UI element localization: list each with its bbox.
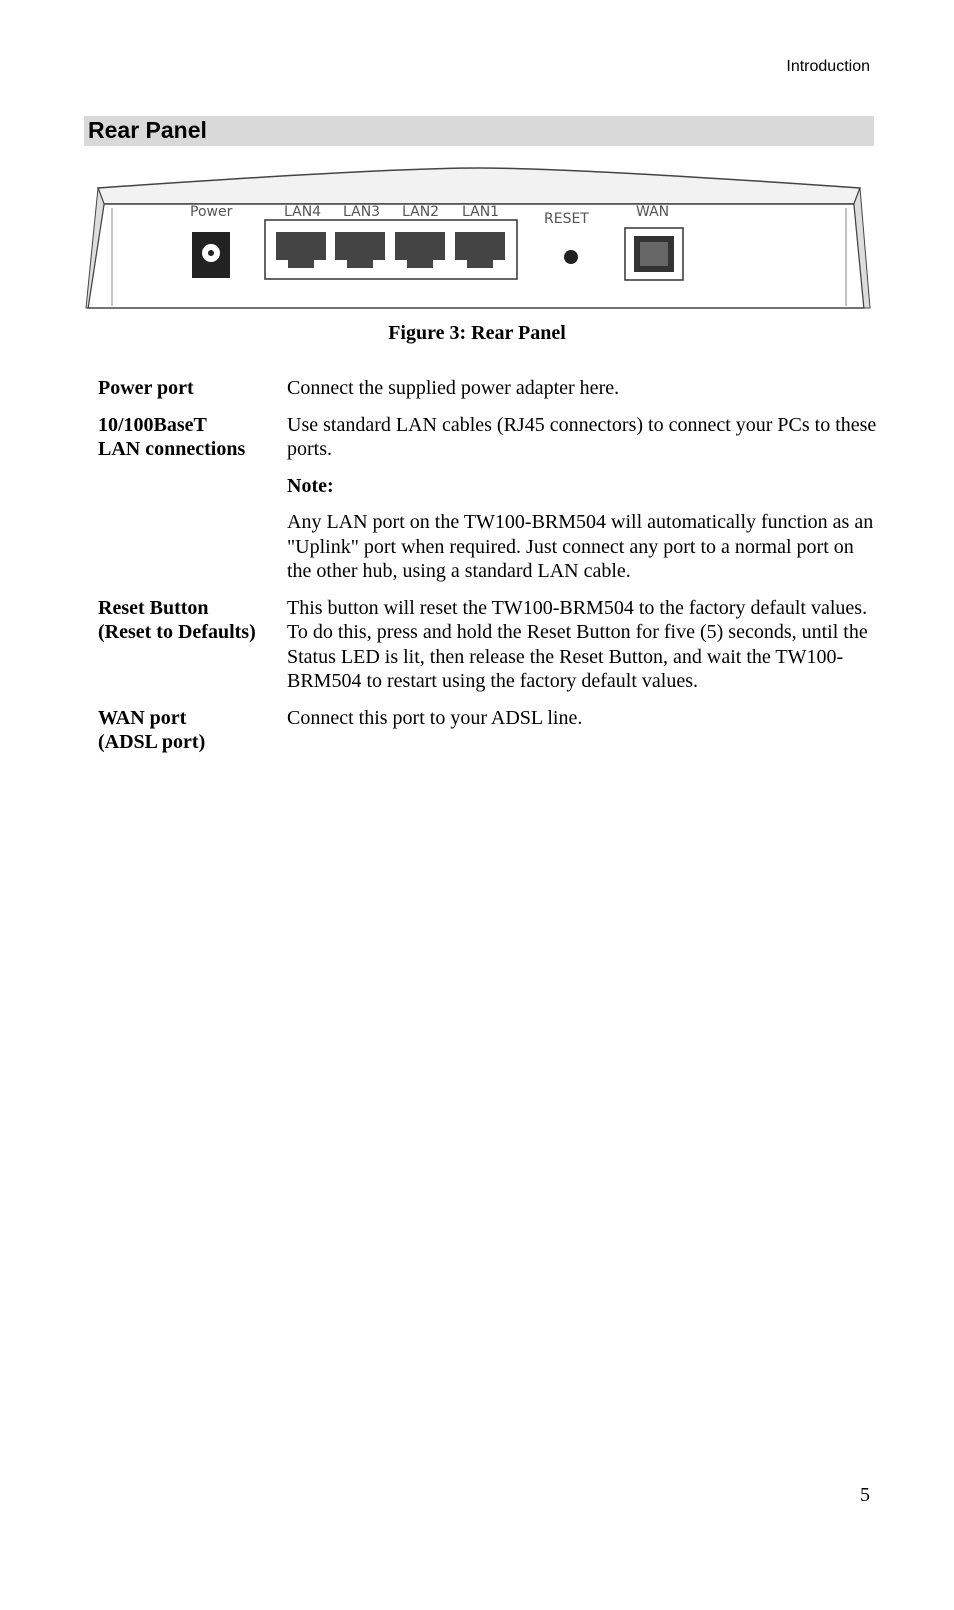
reset-label: RESET bbox=[544, 211, 589, 227]
reset-button bbox=[564, 250, 578, 264]
note-heading: Note: bbox=[287, 474, 334, 497]
definition-row-lan bbox=[98, 413, 878, 584]
wan-label: WAN bbox=[636, 204, 670, 220]
definition-row-reset bbox=[98, 596, 878, 694]
running-head: Introduction bbox=[786, 58, 870, 75]
lan1-label: LAN1 bbox=[462, 204, 500, 220]
section-heading-bar bbox=[84, 116, 874, 146]
figure-caption: Figure 3: Rear Panel bbox=[388, 322, 566, 344]
section-title: Rear Panel bbox=[88, 117, 207, 143]
definition-row-power bbox=[98, 376, 878, 401]
rear-panel-figure bbox=[84, 160, 874, 316]
term-power-port: Power port bbox=[98, 377, 194, 399]
device-top-edge bbox=[98, 168, 860, 204]
desc-wan-port: Connect this port to your ADSL line. bbox=[287, 706, 583, 729]
desc-reset-button: This button will reset the TW100-BRM504 to the factory default values. To do this, press and hold the Reset Button for five (5) seconds, until the Status LED is lit, then release the Reset Button, and wait the TW100-BRM504 to restart using the factory default values. bbox=[287, 596, 868, 692]
desc-lan-connections: Use standard LAN cables (RJ45 connectors) to connect your PCs to these ports. Note: Any LAN port on the TW100-BRM504 will automatically function as an "Uplink" port when required. Just connect any port to a normal port on the other hub, using a standard LAN cable. bbox=[287, 413, 877, 582]
note-text: Any LAN port on the TW100-BRM504 will automatically function as an "Uplink" port when required. Just connect any port to a normal port on the other hub, using a standard LAN cable. bbox=[287, 511, 874, 582]
definition-row-wan bbox=[98, 706, 878, 755]
definition-list bbox=[98, 376, 878, 767]
term-lan-connections: 10/100BaseT LAN connections bbox=[98, 413, 246, 460]
lan2-label: LAN2 bbox=[402, 204, 440, 220]
page-number: 5 bbox=[860, 1484, 870, 1506]
desc-power-port: Connect the supplied power adapter here. bbox=[287, 377, 620, 399]
term-reset-button: Reset Button (Reset to Defaults) bbox=[98, 596, 256, 643]
rear-panel-illustration bbox=[84, 160, 874, 316]
lan4-label: LAN4 bbox=[284, 204, 322, 220]
term-wan-port: WAN port (ADSL port) bbox=[98, 706, 206, 753]
power-label: Power bbox=[190, 204, 233, 220]
lan3-label: LAN3 bbox=[343, 204, 381, 220]
